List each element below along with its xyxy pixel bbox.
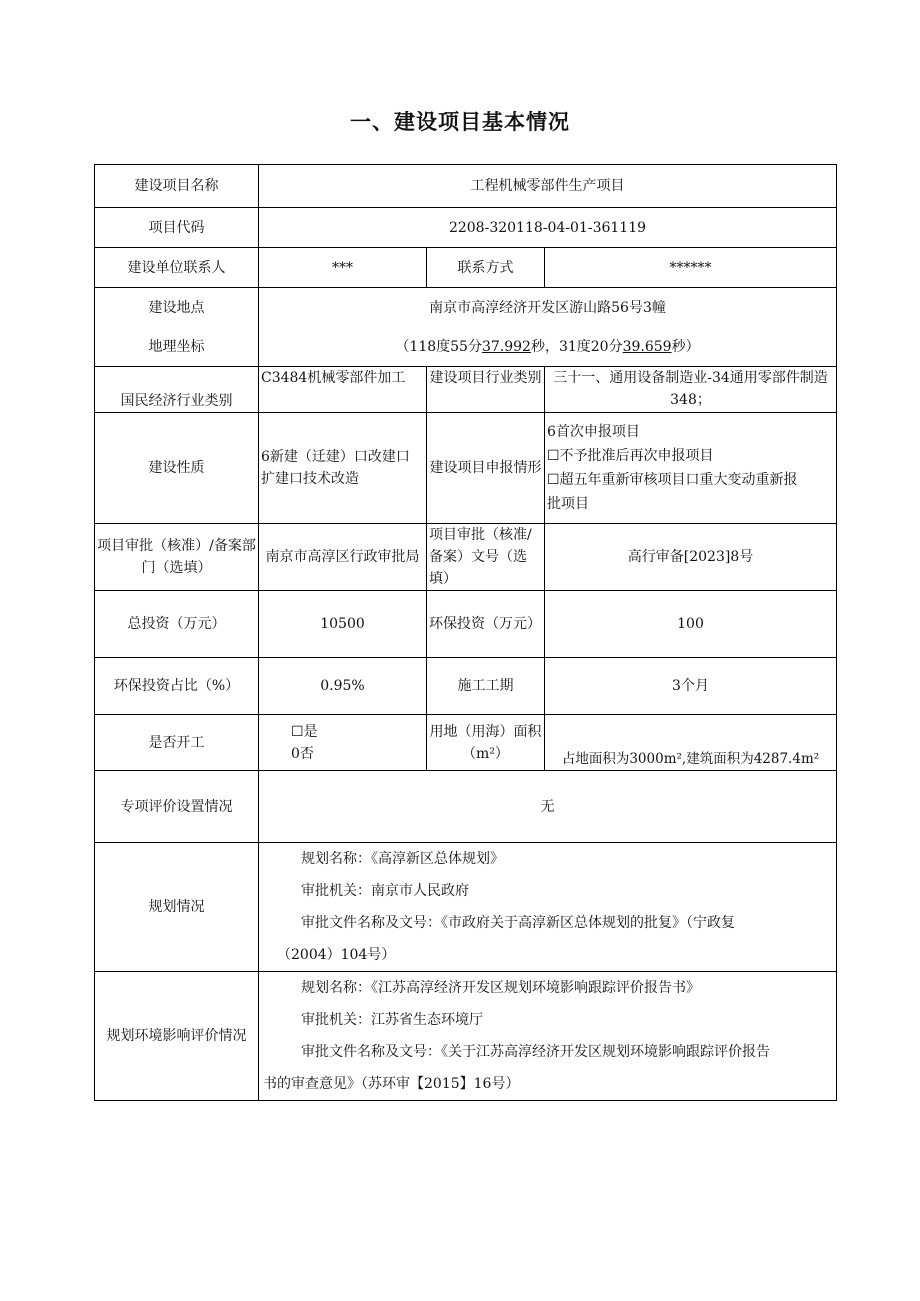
label-cell: 专项评价设置情况 [95,771,259,843]
env-investment: 100 [545,591,837,658]
eia-line: 书的审查意见》（苏环审【2015】16号） [263,1076,520,1092]
label-cell: 规划环境影响评价情况 [95,972,259,1101]
label-cell: 项目代码 [95,208,259,248]
location-value: 南京市高淳经济开发区游山路56号3幢 [259,288,837,328]
approval-number: 高行审备[2023]8号 [545,524,837,591]
nature-line: 6新建（迁建）口改建口 [261,449,410,465]
land-area: 占地面积为3000m²,建筑面积为4287.4m² [545,715,837,771]
label-cell: 总投资（万元） [95,591,259,658]
started-options [259,715,427,771]
plan-line: （2004）104号） [277,947,396,963]
option-line: ☐不予批准后再次申报项目 [547,448,714,464]
table-row [95,972,837,1101]
label-cell: 施工工期 [427,658,545,715]
planning-info [259,843,837,972]
table-row [95,658,837,715]
coords-seconds: 39.659 [622,338,672,355]
project-name: 工程机械零部件生产项目 [259,165,837,208]
plan-line: 审批机关：南京市人民政府 [301,883,469,899]
label-cell: 建设项目申报情形 [427,413,545,524]
coords-seconds: 37.992 [481,338,531,355]
option-line: 6首次申报项目 [547,424,640,440]
table-row [95,208,837,248]
label-cell: 建设地点 [95,288,259,328]
label-cell: 建设单位联系人 [95,248,259,288]
option-line: 批项目 [547,496,589,512]
plan-line: 审批文件名称及文号：《市政府关于高淳新区总体规划的批复》（宁政复 [301,915,735,931]
page-title: 一、建设项目基本情况 [350,110,570,134]
construction-period: 3个月 [545,658,837,715]
plan-line: 规划名称：《高淳新区总体规划》 [301,851,504,867]
label-cell: 建设项目行业类别 [427,367,545,413]
industry-category: C3484机械零部件加工 [259,367,427,413]
option-no: 0否 [291,745,314,762]
table-row [95,771,837,843]
label-cell: 项目审批（核准/备案）文号（选填） [427,524,545,591]
table-row [95,248,837,288]
table-row [95,843,837,972]
nature-line: 扩建口技术改造 [261,471,359,487]
option-yes: ☐是 [291,723,318,740]
table-row [95,413,837,524]
project-industry-category: 三十一、通用设备制造业-34通用零部件制造348； [545,367,837,413]
approval-dept: 南京市高淳区行政审批局 [259,524,427,591]
env-investment-ratio: 0.95% [259,658,427,715]
label-cell: 环保投资占比（%） [95,658,259,715]
label-cell: 用地（用海）面积（m²） [427,715,545,771]
eia-line: 规划名称：《江苏高淳经济开发区规划环境影响跟踪评价报告书》 [301,980,700,996]
coords-part: 秒） [671,338,700,355]
declaration-situation [545,413,837,524]
contact-person: *** [259,248,427,288]
table-row [95,328,837,367]
label-cell: 建设项目名称 [95,165,259,208]
label-cell: 联系方式 [427,248,545,288]
label-cell: 建设性质 [95,413,259,524]
special-evaluation: 无 [259,771,837,843]
table-row [95,165,837,208]
label-cell: 是否开工 [95,715,259,771]
coords-part: （118度55分 [395,338,482,355]
eia-info [259,972,837,1101]
table-row [95,715,837,771]
coords-value [259,328,837,367]
project-info-table [94,164,837,1101]
total-investment: 10500 [259,591,427,658]
label-cell: 环保投资（万元） [427,591,545,658]
construction-nature [259,413,427,524]
option-line: ☐超五年重新审核项目口重大变动重新报 [547,472,798,488]
label-cell: 项目审批（核准）/备案部门（选填） [95,524,259,591]
eia-line: 审批机关：江苏省生态环境厅 [301,1012,483,1028]
table-row [95,591,837,658]
eia-line: 审批文件名称及文号：《关于江苏高淳经济开发区规划环境影响跟踪评价报告 [301,1044,770,1060]
label-cell: 规划情况 [95,843,259,972]
label-cell: 国民经济行业类别 [95,367,259,413]
label-cell: 地理坐标 [95,328,259,367]
coords-part: 秒，31度20分 [530,338,623,355]
table-row [95,288,837,328]
table-row [95,367,837,413]
contact-info: ****** [545,248,837,288]
table-row [95,524,837,591]
project-code: 2208-320118-04-01-361119 [259,208,837,248]
